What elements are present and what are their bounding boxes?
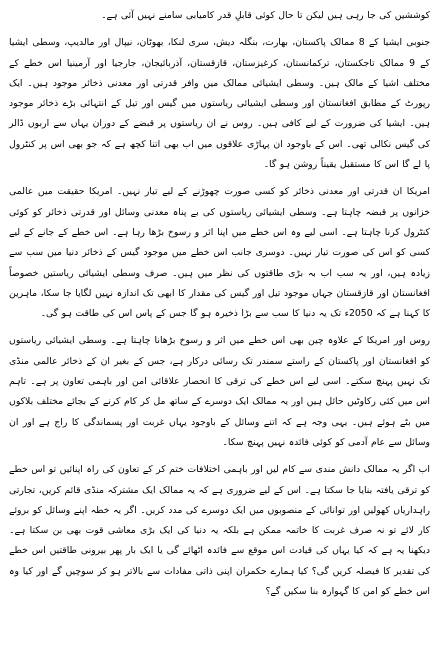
paragraph-1: کوششیں کی جا رہی ہیں لیکن تا حال کوئی قابلِ قدر کامیابی سامنے نہیں آئی ہے۔	[101, 10, 430, 21]
paragraph-4: روس اور امریکا کے علاوہ چین بھی اس خطے میں اثر و رسوخ بڑھانا چاہتا ہے۔ وسطی ایشیائی ریاستوں کو افغانستان اور پاکستان کے راستے سمندر تک رسائی درکار ہے، جس کے بغیر ان کے ذخائر عالمی منڈی تک نہیں پہنچ سکتے۔ اسی لیے اس خطے کی ترقی کا انحصار علاقائی امن اور باہمی تعاون پر ہے۔ تاہم اس میں کئی رکاوٹیں حائل ہیں اور یہ ممالک ایک دوسرے کے ساتھ مل کر کام کرنے کے بجائے مختلف بلاکوں میں بٹے ہوئے ہیں۔ یہی وجہ ہے کہ اتنے وسائل کے باوجود یہاں غربت اور پسماندگی کا راج ہے اور ان وسائل سے عام آدمی کو کوئی فائدہ نہیں پہنچ سکا۔	[9, 335, 430, 448]
paragraph-3: امریکا ان قدرتی اور معدنی ذخائر کو کسی صورت چھوڑنے کے لیے تیار نہیں۔ امریکا حقیقت میں عالمی خزانوں پر قبضہ چاہتا ہے۔ وسطی ایشیائی ریاستوں کی بے پناہ معدنی وسائل اور قدرتی ذخائر کو کوئی کنٹرول کرنا چاہتا ہے۔ اسی لیے وہ اس خطے میں اپنا اثر و رسوخ بڑھا رہا ہے۔ اس خطے کے جانے کے لیے کسی کو اس کی صورت تیار نہیں۔ دوسری جانب اس خطے میں موجود گیس کے ذخائر دنیا میں سب سے زیادہ ہیں، اور یہ سب اب بہ بڑی طاقتوں کی نظر میں ہیں۔ صرف وسطی ایشیائی ریاستیں خصوصاً افغانستان اور قازقستان جہاں موجود تیل اور گیس کی مقدار کا ابھی تک اندازہ نہیں لگایا جا سکا، ماہرین کا کہنا ہے کہ 2050ء تک یہ دنیا کا سب سے بڑا ذخیرہ ہو گا جس کے پاس اس کی طاقت ہو گی۔	[9, 186, 430, 320]
paragraph-5: اب اگر یہ ممالک دانش مندی سے کام لیں اور باہمی اختلافات ختم کر کے تعاون کی راہ اپنائیں تو اس خطے کو ترقی یافتہ بنایا جا سکتا ہے۔ اس کے لیے ضروری ہے کہ یہ ممالک ایک مشترکہ منڈی قائم کریں، تجارتی راہداریاں کھولیں اور توانائی کے منصوبوں میں ایک دوسرے کی مدد کریں۔ اگر یہ خطہ اپنے وسائل کو بروئے کار لائے تو نہ صرف غربت کا خاتمہ ممکن ہے بلکہ یہ دنیا کی ایک بڑی معاشی قوت بھی بن سکتا ہے۔ دیکھنا یہ ہے کہ کیا یہاں کی قیادت اس موقع سے فائدہ اٹھائے گی یا ایک بار پھر بیرونی طاقتیں اس خطے کی تقدیر کا فیصلہ کریں گی؟ کیا ہمارے حکمران اپنی ذاتی مفادات سے بالاتر ہو کر سوچیں گے اور کیا وہ اس خطے کو امن کا گہوارہ بنا سکیں گے؟	[9, 464, 430, 598]
paragraph-2: جنوبی ایشیا کے 8 ممالک پاکستان، بھارت، بنگلہ دیش، سری لنکا، بھوٹان، نیپال اور مالدیپ، وسطی ایشیا کے 9 ممالک تاجکستان، ترکمانستان، کرغیزستان، قازقستان، آذربائیجان، جارجیا اور آرمینیا اس خطے کے مختلف اشیا کے مالک ہیں۔ وسطی ایشیائی ممالک میں وافر قدرتی اور معدنی ذخائر موجود ہیں۔ ایک رپورٹ کے مطابق افغانستان اور وسطی ایشیائی ریاستوں میں گیس اور تیل کے انتہائی بڑے ذخائر موجود ہیں۔ ایشیا کی ضرورت کے لیے کافی ہیں۔ روس نے ان ریاستوں پر قبضے کے دوران یہاں سے اربوں ڈالر کی گیس نکالی تھی۔ اس کے باوجود ان پہاڑی علاقوں میں اب بھی اتنا کچھ ہے کہ جو بھی اس پر کنٹرول پا لے گا اس کا مستقبل یقیناً روشن ہو گا۔	[9, 37, 430, 171]
